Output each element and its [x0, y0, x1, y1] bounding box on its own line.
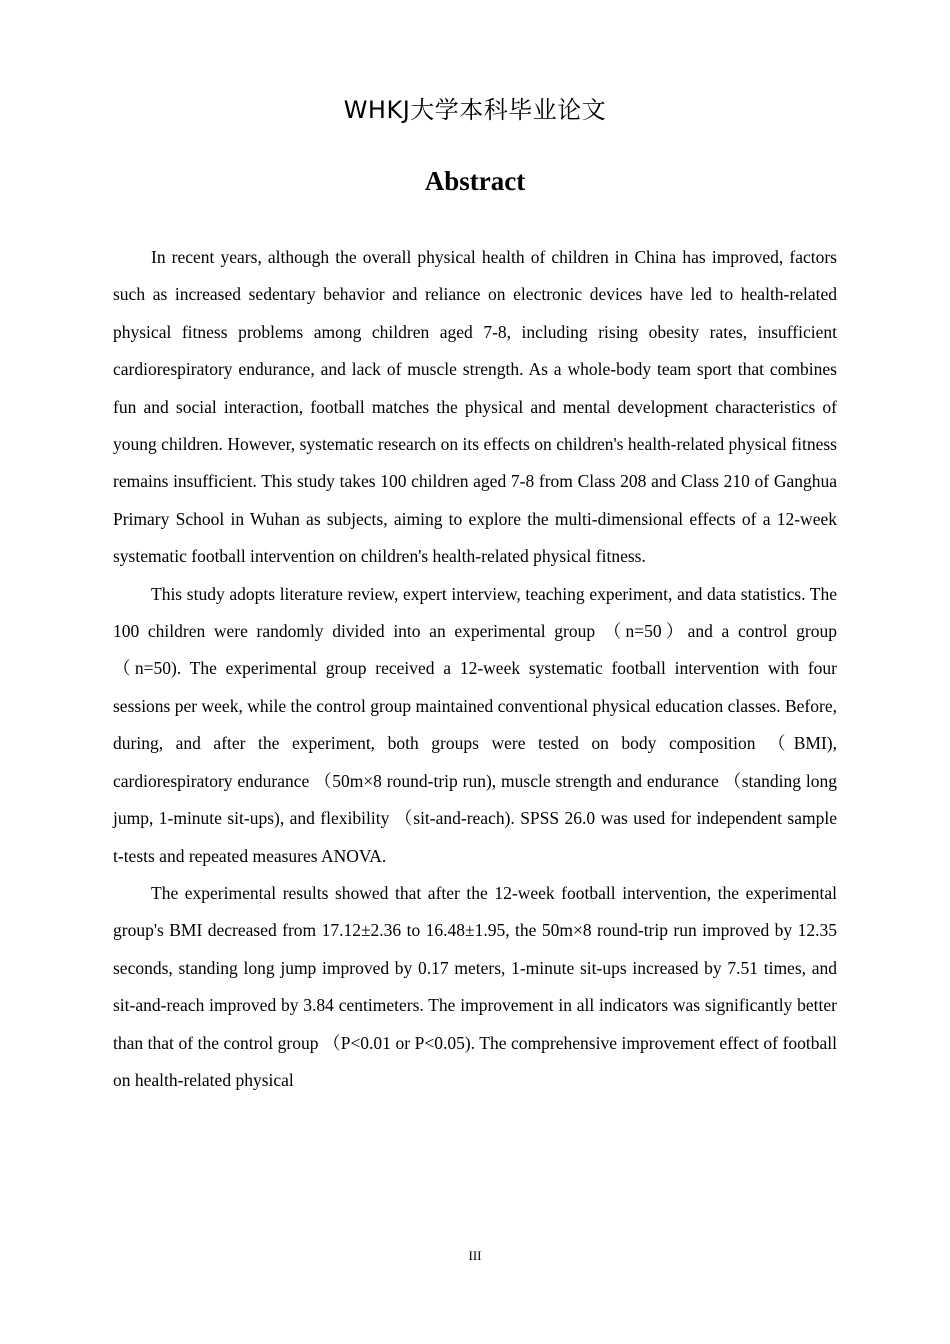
paragraph-background: In recent years, although the overall physical health of children in China has improved, factors such as increased sedentary behavior and reliance on electronic devices have led to health-related physical fitness problems among children aged 7-8, including rising obesity rates, insufficient cardiorespiratory endurance, and lack of muscle strength. As a whole-body team sport that combines fun and social interaction, football matches the physical and mental development characteristics of young children. However, systematic research on its effects on children's health-related physical fitness remains insufficient. This study takes 100 children aged 7-8 from Class 208 and Class 210 of Ganghua Primary School in Wuhan as subjects, aiming to explore the multi-dimensional effects of a 12-week systematic football intervention on children's health-related physical fitness.: [113, 247, 837, 567]
running-header-title: WHKJ大学本科毕业论文: [343, 96, 607, 124]
paragraph-methods: This study adopts literature review, expert interview, teaching experiment, and data statistics. The 100 children were randomly divided into an experimental group （n=50）and a control group （n=50). The experimental group received a 12-week systematic football intervention with four sessions per week, while the control group maintained conventional physical education classes. Before, during, and after the experiment, both groups were tested on body composition （BMI), cardiorespiratory endurance （50m×8 round-trip run), muscle strength and endurance （standing long jump, 1-minute sit-ups), and flexibility （sit-and-reach). SPSS 26.0 was used for independent sample t-tests and repeated measures ANOVA.: [113, 583, 837, 866]
abstract-body: [113, 239, 837, 1099]
abstract-heading: Abstract: [424, 166, 526, 196]
paragraph-results: The experimental results showed that after the 12-week football intervention, the experimental group's BMI decreased from 17.12±2.36 to 16.48±1.95, the 50m×8 round-trip run improved by 12.35 seconds, standing long jump improved by 0.17 meters, 1-minute sit-ups increased by 7.51 times, and sit-and-reach improved by 3.84 centimeters. The improvement in all indicators was significantly better than that of the control group （P<0.01 or P<0.05). The comprehensive improvement effect of football on health-related physical: [113, 882, 837, 1090]
page-number: III: [468, 1248, 482, 1263]
